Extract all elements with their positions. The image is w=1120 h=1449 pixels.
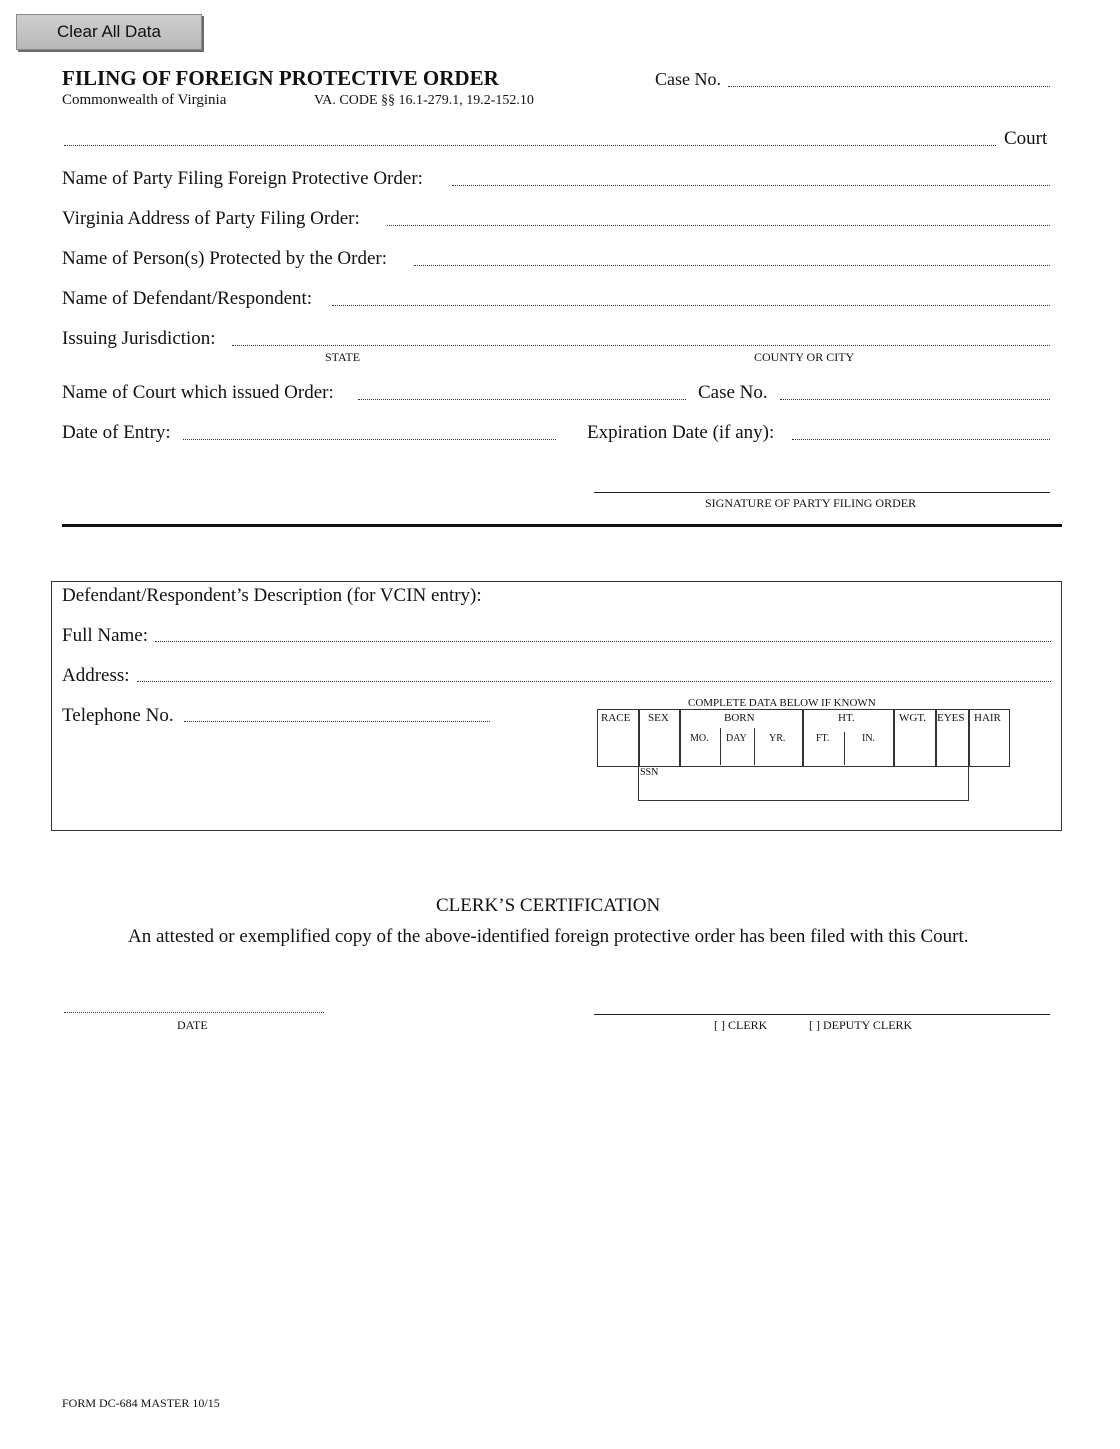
in-header: IN. bbox=[862, 733, 876, 744]
ht-header: HT. bbox=[838, 712, 855, 724]
clear-all-data-button[interactable]: Clear All Data bbox=[16, 14, 202, 50]
telephone-field[interactable] bbox=[184, 721, 490, 722]
defendant-address-field[interactable] bbox=[137, 681, 1051, 682]
jurisdiction-field[interactable] bbox=[232, 345, 1050, 346]
issuing-case-no-field[interactable] bbox=[780, 399, 1050, 400]
born-header: BORN bbox=[724, 712, 755, 724]
clerk-signature-line[interactable] bbox=[594, 1014, 1050, 1015]
date-entry-label: Date of Entry: bbox=[62, 422, 171, 443]
expiration-label: Expiration Date (if any): bbox=[587, 422, 775, 443]
ssn-header: SSN bbox=[640, 767, 659, 778]
clerk-certification-title: CLERK’S CERTIFICATION bbox=[436, 895, 661, 916]
date-caption: DATE bbox=[177, 1018, 208, 1032]
signature-line[interactable] bbox=[594, 492, 1050, 493]
full-name-field[interactable] bbox=[155, 641, 1051, 642]
height-divider bbox=[844, 732, 845, 765]
commonwealth-label: Commonwealth of Virginia bbox=[62, 92, 227, 108]
county-city-caption: COUNTY OR CITY bbox=[754, 350, 855, 364]
court-label: Court bbox=[1004, 128, 1048, 149]
ssn-cell[interactable] bbox=[638, 765, 969, 801]
telephone-label: Telephone No. bbox=[62, 705, 174, 726]
defendant-label: Name of Defendant/Respondent: bbox=[62, 288, 313, 309]
form-title: FILING OF FOREIGN PROTECTIVE ORDER bbox=[62, 66, 499, 90]
signature-caption: SIGNATURE OF PARTY FILING ORDER bbox=[705, 496, 917, 510]
clerk-checkbox[interactable]: [ ] CLERK bbox=[714, 1018, 768, 1032]
deputy-clerk-checkbox[interactable]: [ ] DEPUTY CLERK bbox=[809, 1018, 913, 1032]
va-address-field[interactable] bbox=[387, 225, 1050, 226]
hair-header: HAIR bbox=[974, 712, 1001, 724]
vcin-heading: Defendant/Respondent’s Description (for VCIN entry): bbox=[62, 585, 482, 606]
state-caption: STATE bbox=[325, 350, 361, 364]
date-entry-field[interactable] bbox=[183, 439, 556, 440]
mo-header: MO. bbox=[690, 733, 709, 744]
va-code-label: VA. CODE §§ 16.1-279.1, 19.2-152.10 bbox=[314, 93, 534, 108]
protected-persons-field[interactable] bbox=[414, 265, 1050, 266]
ft-header: FT. bbox=[816, 733, 830, 744]
day-header: DAY bbox=[726, 733, 747, 744]
court-name-field[interactable] bbox=[64, 145, 996, 146]
race-header: RACE bbox=[601, 712, 631, 724]
case-no-field[interactable] bbox=[728, 86, 1050, 87]
case-no-label: Case No. bbox=[655, 69, 721, 89]
address-label: Address: bbox=[62, 665, 130, 686]
sex-header: SEX bbox=[648, 712, 669, 724]
clerk-statement: An attested or exemplified copy of the above-identified foreign protective order has been filed with this Court. bbox=[128, 926, 969, 947]
party-filing-label: Name of Party Filing Foreign Protective Order: bbox=[62, 168, 423, 189]
party-filing-field[interactable] bbox=[452, 185, 1050, 186]
table-caption: COMPLETE DATA BELOW IF KNOWN bbox=[688, 697, 876, 709]
section-divider bbox=[62, 524, 1062, 527]
yr-header: YR. bbox=[769, 733, 786, 744]
clerk-date-field[interactable] bbox=[64, 1012, 324, 1013]
issuing-court-label: Name of Court which issued Order: bbox=[62, 382, 334, 403]
issuing-court-field[interactable] bbox=[358, 399, 686, 400]
defendant-field[interactable] bbox=[332, 305, 1050, 306]
form-number: FORM DC-684 MASTER 10/15 bbox=[62, 1396, 220, 1410]
jurisdiction-label: Issuing Jurisdiction: bbox=[62, 328, 216, 349]
va-address-label: Virginia Address of Party Filing Order: bbox=[62, 208, 360, 229]
protected-persons-label: Name of Person(s) Protected by the Order: bbox=[62, 248, 388, 269]
full-name-label: Full Name: bbox=[62, 625, 149, 646]
expiration-field[interactable] bbox=[792, 439, 1050, 440]
issuing-case-no-label: Case No. bbox=[698, 382, 768, 403]
wgt-header: WGT. bbox=[899, 712, 926, 724]
eyes-header: EYES bbox=[937, 712, 965, 724]
